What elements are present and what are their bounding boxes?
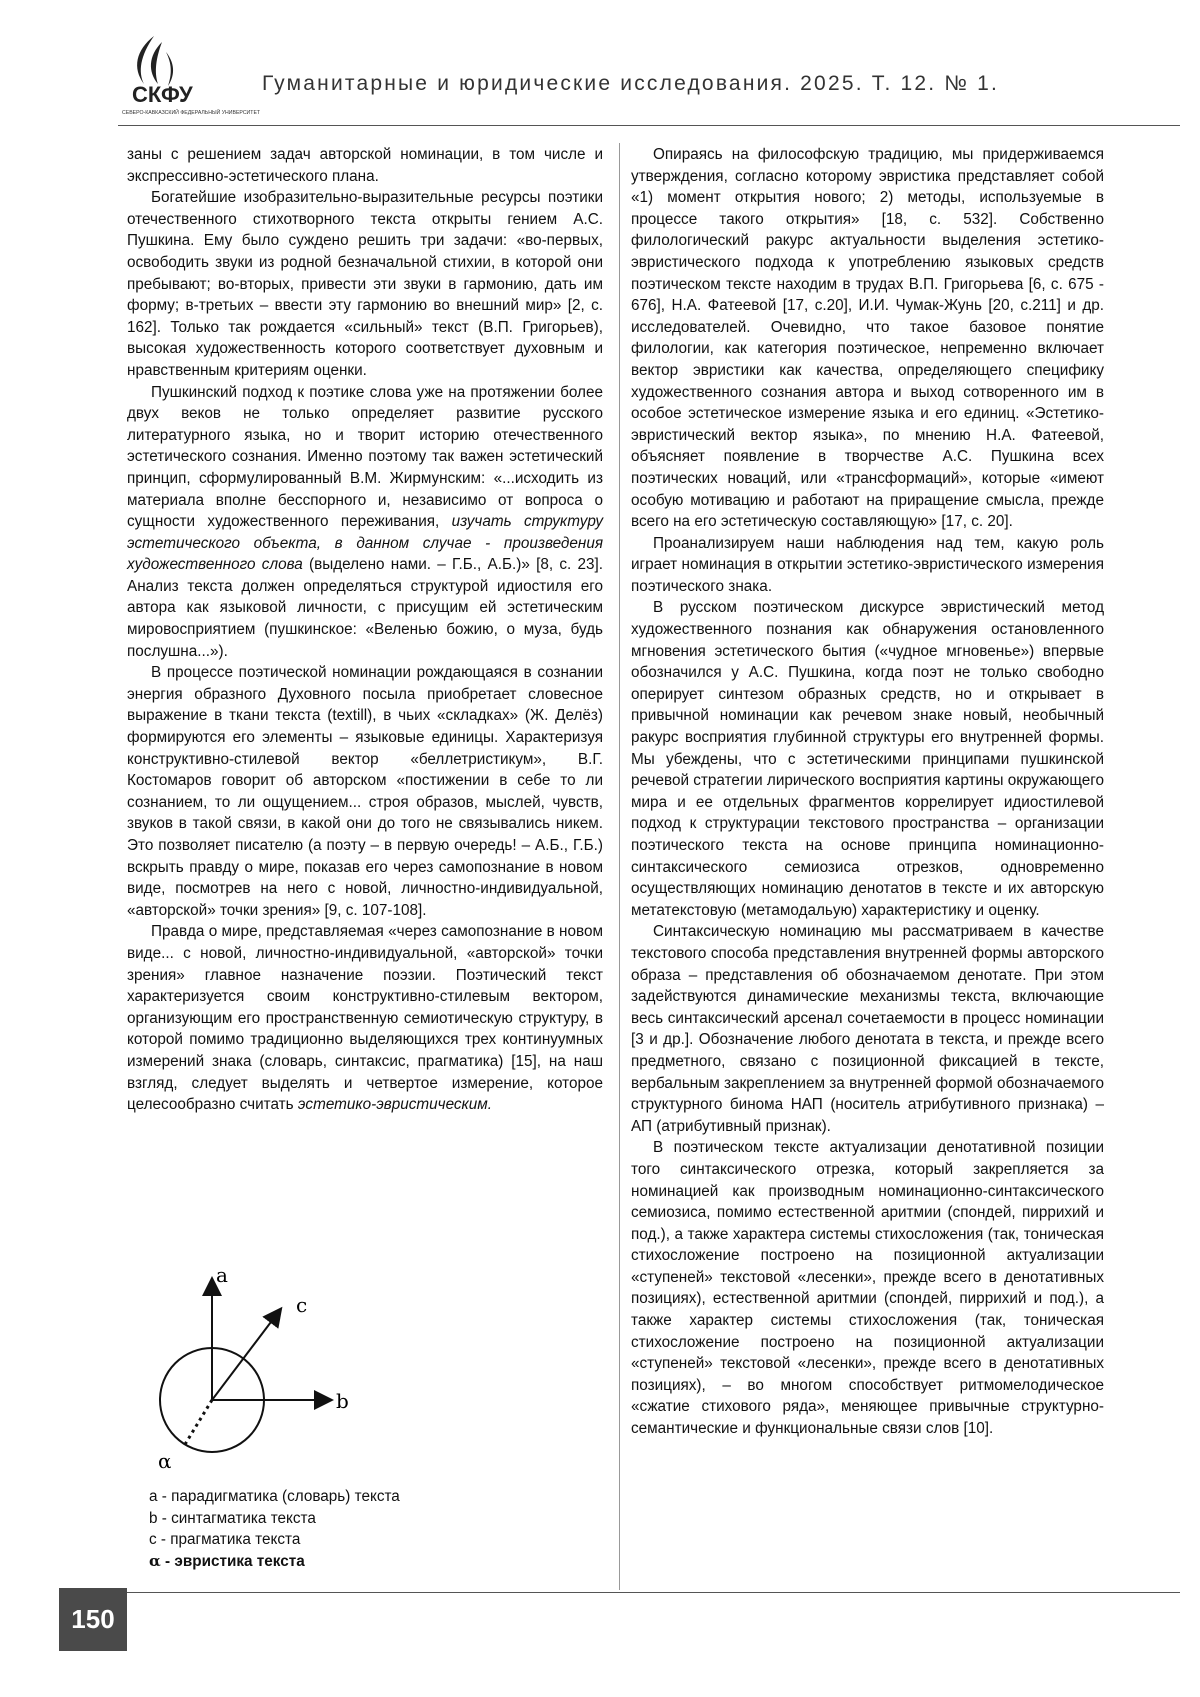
label-c: c [296,1293,308,1317]
paragraph: Богатейшие изобразительно-выразительные ресурсы поэтики отечественного стихотворного текста открыты гением А.С. Пушкина. Ему было суждено решить три задачи: «во-первых, освободить звуки из родной безначальной стихии, в которой они пребывают; во-вторых, привести эти звуки в гармонию, дать им форму; в-третьих – ввести эту гармонию во внешний мир» [2, с. 162]. Только так рождается «сильный» текст (В.П. Григорьев), высокая художественность которого соответствует духовным и нравственным критериям оценки. [127,189,603,379]
emphasis-text: эстетико-эвристическим. [297,1096,493,1114]
paragraph: В поэтическом тексте актуализации денотативной позиции того синтаксического отрезка, который закрепляется за номинацией как производным номинационно-синтаксического семиозиса, помимо естественной аритмии (спондей, пиррихий и под.), а также характера системы стихосложения (так, тоническая стихосложение построено на позиционной актуализации «ступеней» текстовой «лесенки», прежде всего в денотативных позициях), естественной аритмии (спондей, пиррихий и под.), а также характер системы стихосложения (так, тоническая стихосложение построено на позиционной актуализации «ступеней» текстовой «лесенки», прежде всего в денотативных позициях), – во многом способствует ритмомелодическое «сжатие стихового ряда», меняющее привычные структурно-семантические и функциональные связи слов [10]. [631,1139,1104,1438]
paragraph: В русском поэтическом дискурсе эвристический метод художественного познания как обнаружения остановленного мгновения эстетического бытия («чудное мгновенье») впервые обозначился у А.С. Пушкина, когда поэт не только свободно оперирует синтезом образных средств, но и открывает в привычной номинации как речевом знаке новый, необычный ракурс восприятия глубинной структуры его внутренней формы. Мы убеждены, что с эстетическими принципами пушкинской речевой стратегии лирического восприятия картины окружающего мира и ее отдельных фрагментов коррелирует идиостилевой подход к структурации текстового пространства – организации поэтического текста на основе принципа номинационно-синтаксического семиозиса отрезков, одновременно осуществляющих номинацию денотатов в тексте и их авторскую метатекстовую (метамодальую) характеристику и оценку. [631,599,1104,919]
emphasis-text: изучать структуру эстетического объекта, в данном случае - произведения художественного слова [127,513,603,574]
alpha-symbol: α [149,1551,161,1570]
page-number: 150 [59,1588,127,1651]
left-column [127,144,603,1116]
header-divider [118,125,1180,126]
paragraph: Опираясь на философскую традицию, мы придерживаемся утверждения, согласно которому эвристика представляет собой «1) момент открытия нового; 2) методы, используемые в процессе такого открытия» [18, с. 532]. Собственно филологический ракурс актуальности выделения эстетико-эвристического подхода к употреблению языковых средств поэтическом тексте находим в трудах В.П. Григорьева [6, с. 675 - 676], Н.А. Фатеевой [17, с.20], И.И. Чумак-Жунь [20, с.211] и др. исследователей. Очевидно, что такое базовое понятие филологии, как категория поэтическое, непременно включает вектор эвристики как качества, определяющего специфику художественного сознания автора и выход сотворенного им в особое эстетическое измерение языка и его единиц. «Эстетико-эвристический вектор языка», по мнению Н.А. Фатеевой, объясняет появление в творчестве А.С. Пушкина всех поэтических новаций, или «трансформаций», которые «имеют особую мотивацию и работают на приращение смысла, прежде всего на его эстетическую составляющую» [17, с. 20]. [631,146,1104,531]
legend-item-c: c - прагматика текста [149,1531,301,1549]
vector-diagram [150,1263,360,1473]
vector-alpha [184,1400,212,1446]
column-divider [619,143,620,1590]
diagram-legend [149,1486,479,1572]
paragraph-text: Пушкинский подход к поэтике слова уже на протяжении более двух веков не только определяет развитие русского литературного языка, но и творит историю отечественного эстетического сознания. Именно поэтому так важен эстетический принцип, сформулированный В.М. Жирмунским: «...исходить из материала вполне бесспорного и, независимо от вопроса о сущности художественного переживания, [127,383,603,531]
legend-item-b: b - синтагматика текста [149,1509,316,1527]
logo-emblem-icon [118,32,261,124]
paragraph [127,921,603,1115]
paragraph-text: (выделено нами. – Г.Б., А.Б.)» [8, с. 23]. Анализ текста должен определяться структурой идиостиля его автора как языковой личности, с присущим ей эстетическим мировосприятием (пушкинское: «Веленью божию, о муза, будь послушна...»). [127,556,603,660]
paragraph: Синтаксическую номинацию мы рассматриваем в качестве текстового способа представления внутренней формы авторского образа – представления об обозначаемом денотате. При этом задействуются динамические механизмы текста, включающие весь синтаксический арсенал сочетаемости в процесс номинации [3 и др.]. Обозначение любого денотата в текста, и прежде всего предметного, связано с позиционной фиксацией в тексте, вербальным закреплением за внутренней формой обозначаемого структурного бинома НАП (носитель атрибутивного признака) – АП (атрибутивный признак). [631,923,1104,1135]
paragraph: Проанализируем наши наблюдения над тем, какую роль играет номинация в открытии эстетико-эвристического измерения поэтического знака. [631,534,1104,595]
university-logo [118,32,261,124]
paragraph: заны с решением задач авторской номинации, в том числе и экспрессивно-эстетического плана. [127,146,603,185]
logo-subtitle: СЕВЕРО-КАВКАЗСКИЙ ФЕДЕРАЛЬНЫЙ УНИВЕРСИТЕТ [122,110,261,116]
legend-item-alpha [149,1551,479,1573]
legend-item-alpha-text: - эвристика текста [160,1552,305,1570]
paragraph: В процессе поэтической номинации рождающаяся в сознании энергия образного Духовного посыла приобретает словесное выражение в ткани текста (textill), в чьих «складках» (Ж. Делёз) формируются его элементы – языковые единицы. Характеризуя конструктивно-стилевой вектор «беллетристикум», В.Г. Костомаров говорит об авторском «постижении в себе то ли сознанием, то ли ощущением... строя образов, мыслей, чувств, звуков в такой связи, в какой они до того не связывались никем. Это позволяет писателю (а поэту – в первую очередь! – А.Б., Г.Б.) вскрыть правду о мире, показав его через самопознание в новом виде, посмотрев на него с новой, личностно-индивидуальной, «авторской» точки зрения» [9, с. 107-108]. [127,664,603,919]
paragraph-text: Правда о мире, представляемая «через самопознание в новом виде... с новой, личностно-индивидуальной, «авторской» точки зрения» главное назначение поэзии. Поэтический текст характеризуется своим конструктивно-стилевым вектором, организующим его пространственную семиотическую структуру, в которой помимо традиционно выделяющихся трех континуумных измерений знака (словарь, синтаксис, прагматика) [15], на наш взгляд, следует выделять и четвертое измерение, которое целесообразно считать [127,923,603,1114]
paragraph [127,382,603,663]
legend-item-a: a - парадигматика (словарь) текста [149,1488,400,1505]
vector-c [212,1310,280,1400]
label-alpha: α [158,1449,172,1473]
label-a: a [216,1263,228,1287]
footer-divider [118,1592,1180,1593]
journal-title: Гуманитарные и юридические исследования. 2025. Т. 12. № 1. [262,72,1000,95]
right-column [631,144,1104,1440]
logo-text: СКФУ [132,82,193,107]
label-b: b [336,1389,349,1413]
